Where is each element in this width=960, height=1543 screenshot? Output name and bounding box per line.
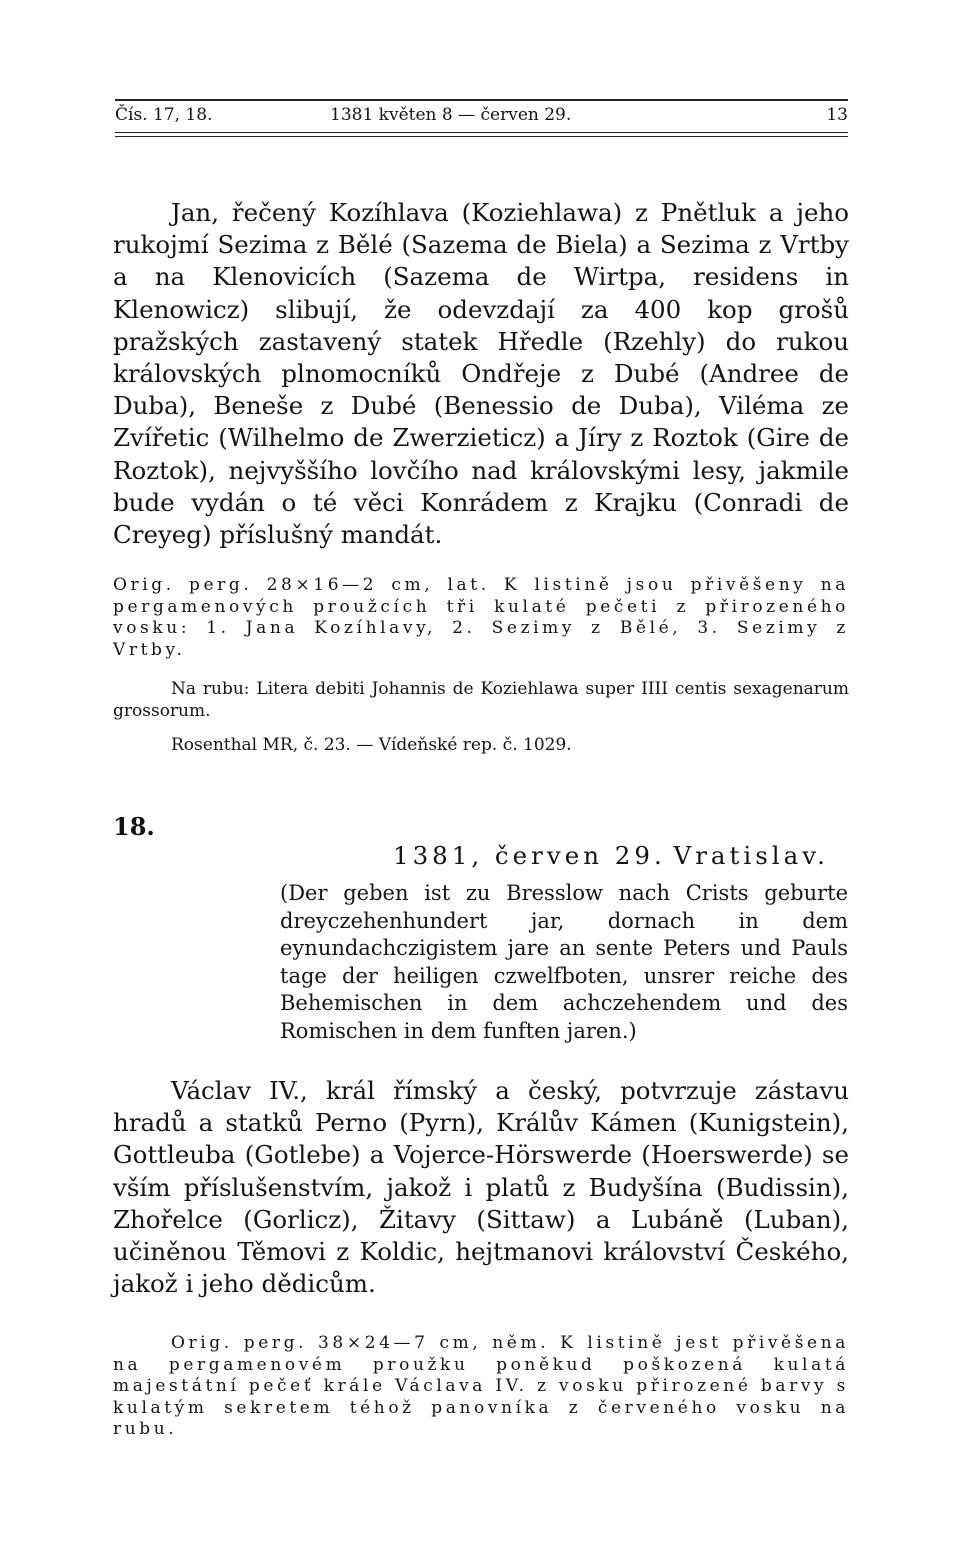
doc18-dating-clause: (Der geben ist zu Bresslow nach Crists geburte dreyczehenhundert jar, dornach in dem eynundachczigistem jare an sente Peters und Pauls tage der heiligen czwelfboten, unsrer reiche des Behemischen in dem achczehendem und des Romischen in dem funften jaren.)	[280, 881, 848, 1043]
doc17-dorsal-note: Na rubu: Litera debiti Johannis de Koziehlawa super IIII centis sexagenarum grossorum.	[113, 679, 849, 721]
doc17-references: Rosenthal MR, č. 23. — Vídeňské rep. č. 1029.	[171, 735, 572, 755]
doc18-dateline	[393, 840, 829, 872]
doc18-orig-note: Orig. perg. 38×24—7 cm, něm. K listině jest přivěšena na pergamenovém proužku poněkud poškozená kulatá majestátní pečeť krále Václava IV. z vosku přirozené barvy s kulatým sekretem téhož panovníka z červeného vosku na rubu.	[113, 1333, 849, 1439]
doc18-abstract: Václav IV., král římský a český, potvrzuje zástavu hradů a statků Perno (Pyrn), Králův Kámen (Kunigstein), Gottleuba (Gotlebe) a Vojerce-Hörswerde (Hoerswerde) se vším příslušenstvím, jakož i platů z Budyšína (Budissin), Zhořelce (Gorlicz), Žitavy (Sittaw) a Lubáně (Luban), učiněnou Těmovi z Koldic, hejtmanovi království Českého, jakož i jeho dědicům.	[113, 1076, 849, 1299]
doc18-place: Vratislav.	[673, 841, 829, 870]
header-rule-bottom	[115, 132, 848, 133]
doc17-orig-note: Orig. perg. 28×16—2 cm, lat. K listině jsou přivěšeny na pergamenových proužcích tři kulaté pečeti z přirozeného vosku: 1. Jana Kozíhlavy, 2. Sezimy z Bělé, 3. Sezimy z Vrtby.	[113, 575, 849, 660]
running-head	[115, 104, 848, 134]
doc18-number: 18.	[113, 812, 155, 841]
header-date-range: 1381 květen 8 — červen 29.	[330, 105, 572, 125]
doc17-abstract: Jan, řečený Kozíhlava (Koziehlawa) z Pnětluk a jeho rukojmí Sezima z Bělé (Sazema de Biela) a Sezima z Vrtby a na Klenovicích (Sazema de Wirtpa, residens in Klenowicz) slibují, že odevzdají za 400 kop grošů pražských zastavený statek Hředle (Rzehly) do rukou královských plnomocníků Ondřeje z Dubé (Andree de Duba), Beneše z Dubé (Benessio de Duba), Viléma ze Zvířetic (Wilhelmo de Zwerzieticz) a Jíry z Roztok (Gire de Roztok), nejvyššího lovčího nad královskými lesy, jakmile bude vydán o té věci Konrádem z Krajku (Conradi de Creyeg) příslušný mandát.	[113, 198, 849, 550]
page-number: 13	[826, 105, 848, 125]
doc18-date: 1381, červen 29.	[393, 841, 666, 870]
header-rule-top	[115, 99, 848, 101]
header-rule-bottom-second	[115, 136, 848, 137]
header-document-numbers: Čís. 17, 18.	[115, 105, 213, 125]
